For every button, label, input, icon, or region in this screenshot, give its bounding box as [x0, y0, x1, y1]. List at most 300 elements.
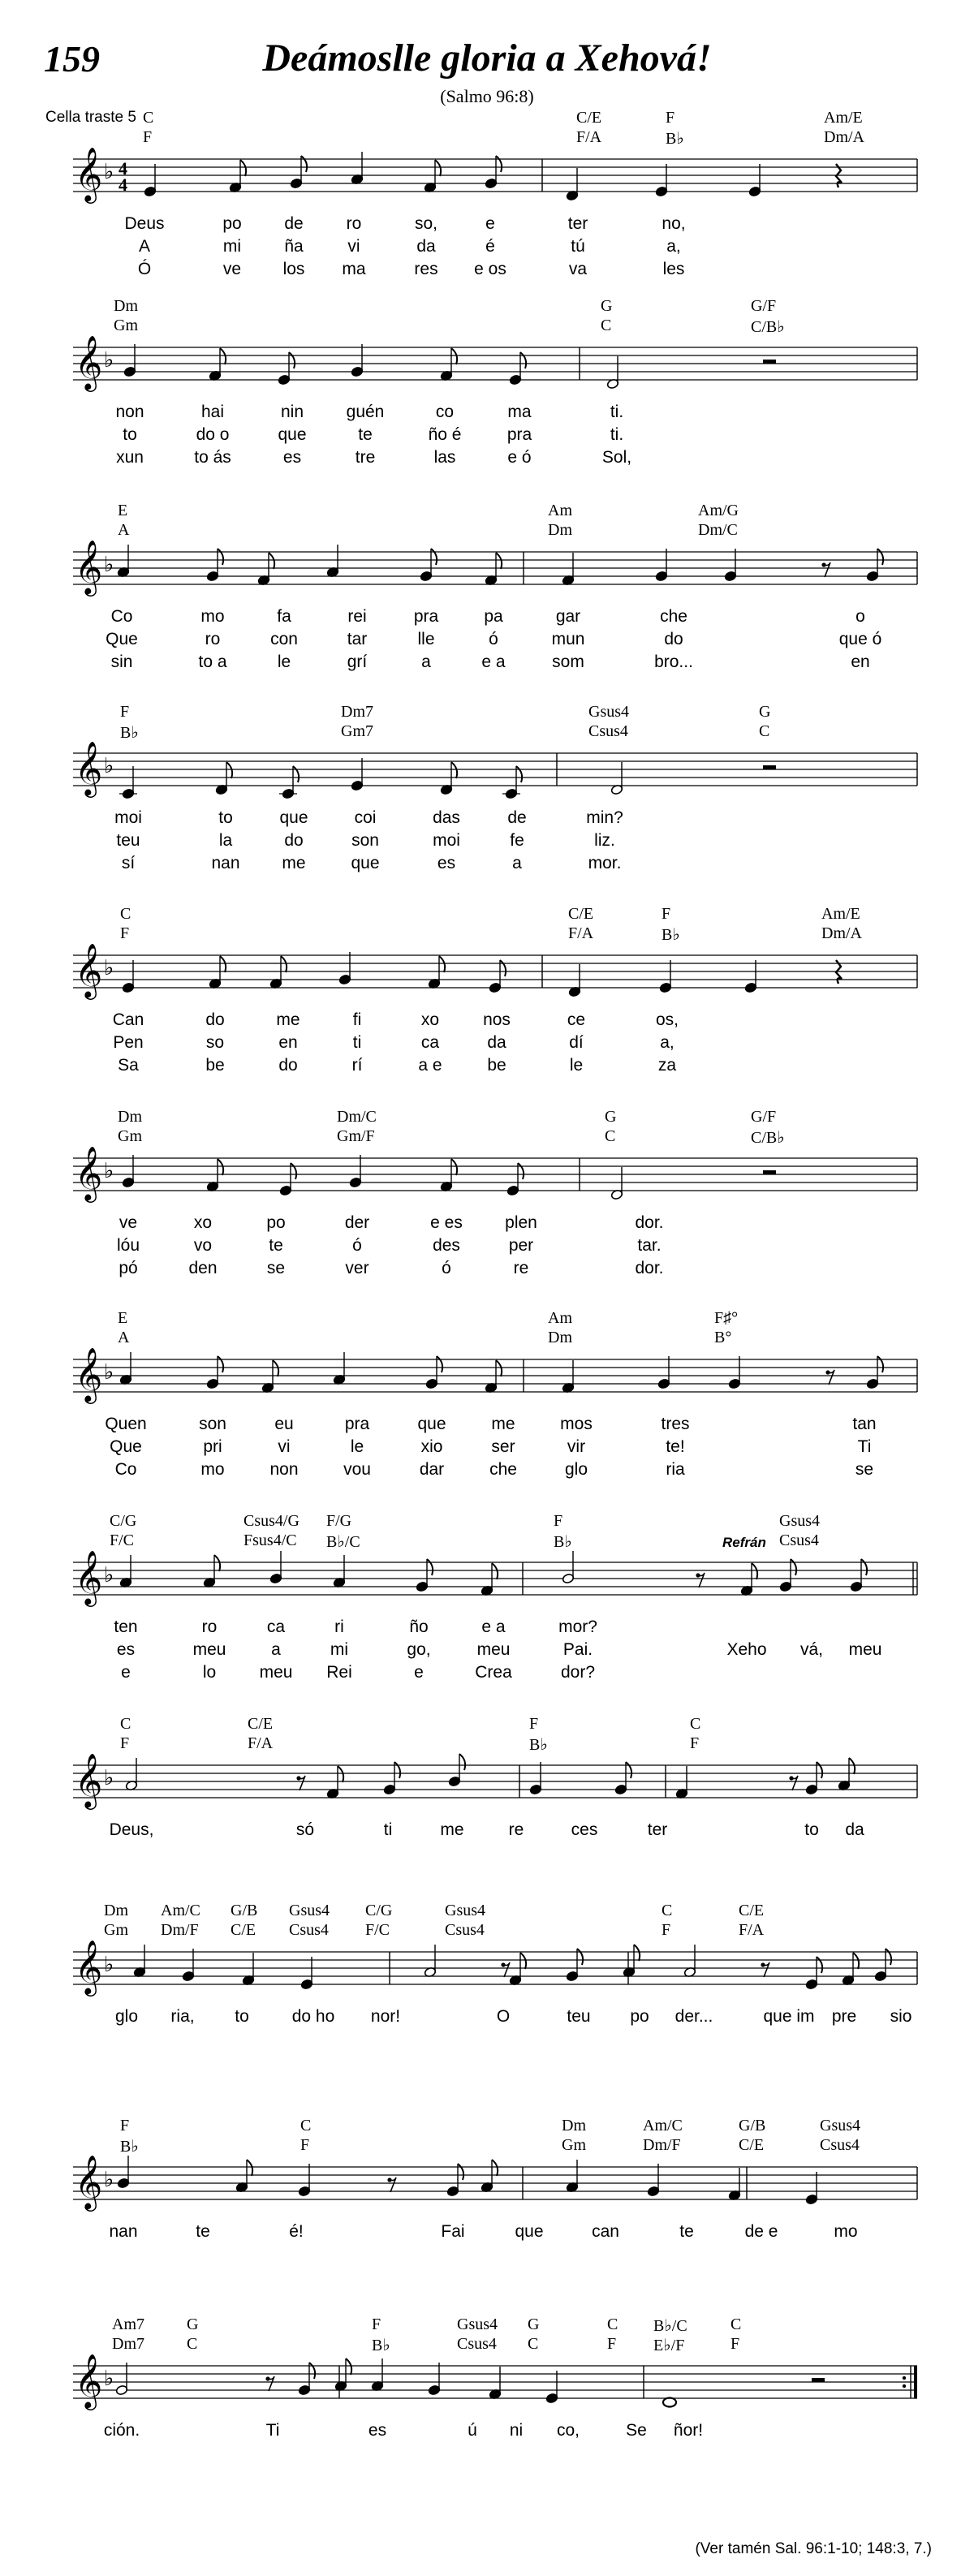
lyric-syllable: é — [485, 237, 495, 256]
lyric-syllable: mor? — [558, 1618, 597, 1636]
flat-key-signature-icon: ♭ — [104, 1563, 114, 1587]
chord-bottom: F — [690, 1734, 700, 1752]
chord-bottom: Csus4 — [779, 1531, 819, 1549]
lyric-syllable: re — [508, 1820, 524, 1839]
lyric-syllable: teu — [116, 831, 140, 850]
lyric-syllable: per — [508, 1236, 534, 1255]
lyric-syllable: mo — [200, 607, 225, 626]
lyric-syllable: re — [513, 1259, 529, 1277]
lyric-syllable: va — [568, 260, 588, 278]
lyric-syllable: to ás — [194, 448, 231, 467]
lyric-syllable: sin — [110, 653, 133, 671]
lyric-syllable: le — [350, 1437, 364, 1456]
lyric-syllable: meu — [848, 1640, 882, 1659]
eighth-flag — [309, 2363, 315, 2379]
chord-bottom: B♭/C — [326, 1533, 360, 1551]
eighth-flag — [431, 549, 437, 565]
lyric-syllable: vir — [567, 1437, 586, 1456]
chord-top: Am/C — [643, 2117, 683, 2134]
eighth-flag — [577, 1949, 583, 1965]
staff — [0, 1928, 974, 2025]
chord-top: Gsus4 — [289, 1902, 330, 1919]
chord-top: G — [528, 2315, 540, 2333]
chord-bottom: B♭ — [372, 2337, 390, 2354]
lyric-syllable: es — [437, 854, 456, 872]
lyric-syllable: to — [804, 1820, 819, 1839]
lyric-syllable: es — [368, 2421, 387, 2440]
lyric-syllable: dor? — [560, 1663, 596, 1682]
lyric-syllable: ma — [342, 260, 366, 278]
lyric-syllable: ni — [509, 2421, 524, 2440]
chord-top: G/F — [751, 297, 777, 315]
lyric-syllable: non — [269, 1460, 299, 1479]
chord-top: Gsus4 — [588, 703, 630, 721]
lyric-syllable: a — [421, 653, 431, 671]
lyric-syllable: te — [679, 2222, 694, 2241]
lyric-syllable: ro — [201, 1618, 218, 1636]
flat-key-signature-icon: ♭ — [104, 553, 114, 577]
lyric-syllable: xo — [420, 1010, 440, 1029]
chord-top: B♭/C — [653, 2317, 687, 2335]
treble-clef-icon: 𝄞 — [75, 1752, 103, 1807]
chord-top: C — [690, 1715, 701, 1733]
lyric-syllable: Xeho — [726, 1640, 767, 1659]
chord-bottom: B♭ — [666, 130, 684, 148]
chord-top: F/G — [326, 1512, 352, 1530]
eighth-flag — [817, 1957, 822, 1973]
lyric-syllable: me — [440, 1820, 464, 1839]
lyric-syllable: go, — [407, 1640, 431, 1659]
chord-bottom: Csus4 — [820, 2136, 860, 2154]
chord-bottom: F/C — [110, 1531, 135, 1549]
eighth-flag — [338, 1766, 343, 1782]
chord-bottom: C — [759, 722, 770, 740]
eighth-rest — [828, 1370, 834, 1385]
lyric-syllable: de e — [744, 2222, 778, 2241]
lyric-syllable: pra — [344, 1415, 370, 1433]
lyric-syllable: grí — [347, 653, 368, 671]
lyric-syllable: se — [266, 1259, 286, 1277]
eighth-flag — [269, 553, 274, 569]
lyric-syllable: ti. — [610, 403, 624, 421]
chord-bottom: B♭ — [120, 724, 139, 742]
lyric-syllable: co, — [556, 2421, 580, 2440]
lyric-syllable: no, — [662, 214, 686, 233]
chord-bottom: C/E — [739, 2136, 765, 2154]
lyric-syllable: que ó — [838, 630, 882, 648]
lyric-syllable: ces — [571, 1820, 598, 1839]
lyric-syllable: vo — [193, 1236, 213, 1255]
chord-top: C/E — [568, 905, 594, 923]
lyric-syllable: min? — [586, 808, 623, 827]
lyric-syllable: los — [282, 260, 305, 278]
eighth-flag — [458, 2164, 463, 2180]
half-rest — [763, 1170, 776, 1174]
flat-key-signature-icon: ♭ — [104, 1360, 114, 1385]
flat-key-signature-icon: ♭ — [104, 2168, 114, 2192]
chord-bottom: A — [118, 521, 130, 539]
lyric-syllable: que — [278, 425, 307, 444]
lyric-syllable: es — [282, 448, 302, 467]
lyric-syllable: O — [496, 2007, 511, 2026]
lyric-syllable: dí — [569, 1033, 584, 1052]
eighth-flag — [437, 1356, 442, 1372]
chord-top: G — [605, 1108, 617, 1126]
lyric-syllable: e — [121, 1663, 131, 1682]
lyric-syllable: que im — [763, 2007, 815, 2026]
lyric-syllable: tre — [355, 448, 376, 467]
eighth-flag — [214, 1555, 220, 1571]
lyric-syllable: nan — [211, 854, 240, 872]
lyric-syllable: do o — [196, 425, 230, 444]
chord-bottom: C — [605, 1127, 616, 1145]
lyric-syllable: tan — [852, 1415, 877, 1433]
chord-bottom: Dm/F — [161, 1921, 199, 1939]
lyric-syllable: Pen — [113, 1033, 144, 1052]
lyric-syllable: mun — [551, 630, 585, 648]
lyric-syllable: do ho — [291, 2007, 335, 2026]
lyric-syllable: fi — [352, 1010, 362, 1029]
lyric-syllable: ria, — [170, 2007, 195, 2026]
lyric-syllable: sí — [121, 854, 136, 872]
chord-bottom: E♭/F — [653, 2337, 685, 2354]
lyric-syllable: ter — [567, 214, 588, 233]
lyric-syllable: non — [115, 403, 144, 421]
chord-bottom: Gm — [562, 2136, 586, 2154]
eighth-flag — [886, 1949, 891, 1965]
lyric-syllable: ser — [491, 1437, 515, 1456]
lyric-syllable: pa — [484, 607, 503, 626]
lyric-syllable: só — [295, 1820, 315, 1839]
lyric-syllable: e os — [474, 260, 506, 278]
lyric-syllable: te — [358, 425, 373, 444]
chord-bottom: Dm — [548, 1329, 572, 1346]
lyric-syllable: nor! — [370, 2007, 401, 2026]
chord-bottom: Gm/F — [337, 1127, 375, 1145]
flat-key-signature-icon: ♭ — [104, 2367, 114, 2391]
chord-top: G/F — [751, 1108, 777, 1126]
eighth-rest — [503, 1962, 510, 1977]
eighth-flag — [492, 2160, 498, 2176]
eighth-flag — [289, 352, 295, 368]
lyric-syllable: dar — [419, 1460, 445, 1479]
lyric-syllable: guén — [346, 403, 385, 421]
lyric-syllable: ó — [442, 1259, 451, 1277]
flat-key-signature-icon: ♭ — [104, 1953, 114, 1977]
lyric-syllable: so — [205, 1033, 225, 1052]
lyric-syllable: fa — [277, 607, 291, 626]
chord-top: G/B — [739, 2117, 766, 2134]
lyric-syllable: ter — [647, 1820, 668, 1839]
eighth-flag — [220, 956, 226, 972]
eighth-rest — [390, 2178, 396, 2192]
chord-bottom: Gm — [118, 1127, 142, 1145]
lyric-syllable: der — [344, 1213, 370, 1232]
eighth-flag — [520, 352, 526, 368]
lyric-syllable: be — [205, 1056, 225, 1075]
chord-bottom: B° — [714, 1329, 732, 1346]
song-number: 159 — [44, 38, 100, 80]
chord-top: Dm7 — [341, 703, 373, 721]
chord-bottom: Gm7 — [341, 722, 373, 740]
lyric-syllable: dor. — [635, 1259, 664, 1277]
lyric-syllable: vá, — [799, 1640, 824, 1659]
lyric-syllable: a, — [660, 1033, 674, 1052]
chord-bottom: Csus4 — [457, 2335, 497, 2353]
lyric-syllable: sio — [890, 2007, 912, 2026]
chord-top: G — [601, 297, 613, 315]
chord-top: Gsus4 — [445, 1902, 486, 1919]
chord-top: C — [120, 905, 131, 923]
lyric-syllable: ñor! — [673, 2421, 704, 2440]
lyric-syllable: den — [188, 1259, 218, 1277]
lyric-syllable: mor. — [588, 854, 622, 872]
treble-clef-icon: 𝄞 — [75, 942, 103, 997]
lyric-syllable: meu — [192, 1640, 226, 1659]
lyric-syllable: te — [196, 2222, 210, 2241]
eighth-flag — [218, 1356, 223, 1372]
lyric-syllable: fe — [510, 831, 524, 850]
lyric-syllable: que — [417, 1415, 446, 1433]
eighth-flag — [791, 1559, 796, 1575]
lyric-syllable: rei — [347, 607, 367, 626]
eighth-flag — [247, 2160, 252, 2176]
staff — [0, 729, 974, 826]
eighth-flag — [427, 1559, 433, 1575]
lyric-syllable: do — [664, 630, 683, 648]
chord-top: Am/G — [698, 502, 739, 519]
lyric-syllable: tar. — [637, 1236, 662, 1255]
chord-top: Dm/C — [337, 1108, 377, 1126]
lyric-syllable: en — [851, 653, 870, 671]
eighth-flag — [496, 553, 502, 569]
lyric-syllable: es — [116, 1640, 136, 1659]
lyric-syllable: Deus, — [109, 1820, 154, 1839]
lyric-syllable: za — [657, 1056, 677, 1075]
lyric-syllable: nos — [483, 1010, 511, 1029]
chord-bottom: F — [120, 924, 130, 942]
lyric-syllable: xo — [193, 1213, 213, 1232]
lyric-syllable: pó — [119, 1259, 138, 1277]
lyric-syllable: bro... — [654, 653, 693, 671]
lyric-syllable: pre — [831, 2007, 857, 2026]
lyric-syllable: ver — [345, 1259, 369, 1277]
treble-clef-icon: 𝄞 — [75, 740, 103, 795]
lyric-syllable: meu — [476, 1640, 511, 1659]
lyric-syllable: pra — [506, 425, 532, 444]
eighth-flag — [459, 1754, 465, 1770]
lyric-syllable: a — [271, 1640, 281, 1659]
lyric-syllable: que — [351, 854, 380, 872]
treble-clef-icon: 𝄞 — [75, 539, 103, 594]
eighth-flag — [394, 1762, 400, 1778]
lyric-syllable: Can — [112, 1010, 144, 1029]
chord-top: C — [662, 1902, 673, 1919]
lyric-syllable: te! — [666, 1437, 685, 1456]
lyric-syllable: ca — [420, 1033, 440, 1052]
chord-top: Am/C — [161, 1902, 200, 1919]
chord-top: G/B — [231, 1902, 258, 1919]
lyric-syllable: me — [276, 1010, 300, 1029]
lyric-syllable: Quen — [105, 1415, 147, 1433]
chord-top: C/E — [739, 1902, 765, 1919]
lyric-syllable: teu — [567, 2007, 591, 2026]
lyric-syllable: e — [485, 214, 495, 233]
chord-bottom: Gm — [114, 317, 138, 334]
eighth-flag — [346, 2358, 351, 2375]
lyric-syllable: hai — [200, 403, 225, 421]
treble-clef-icon: 𝄞 — [75, 1549, 103, 1605]
lyric-syllable: tres — [661, 1415, 690, 1433]
lyric-syllable: meu — [259, 1663, 293, 1682]
half-rest — [812, 2378, 825, 2382]
eighth-flag — [291, 1163, 296, 1179]
lyric-syllable: Sa — [118, 1056, 139, 1075]
lyric-syllable: tú — [571, 237, 585, 256]
chord-bottom: F — [120, 1734, 130, 1752]
staff — [0, 1134, 974, 1231]
lyric-syllable: ña — [284, 237, 304, 256]
lyric-syllable: ve — [222, 260, 242, 278]
eighth-flag — [218, 549, 223, 565]
lyric-syllable: des — [433, 1236, 460, 1255]
eighth-flag — [877, 1356, 883, 1372]
chord-top: F — [529, 1715, 539, 1733]
chord-top: C/G — [365, 1902, 393, 1919]
chord-bottom: F — [607, 2335, 617, 2353]
final-barline-thick — [914, 2366, 917, 2398]
lyric-syllable: se — [855, 1460, 874, 1479]
lyric-syllable: som — [552, 653, 584, 671]
eighth-flag — [301, 156, 307, 172]
lyric-syllable: Co — [114, 1460, 137, 1479]
lyric-syllable: pri — [203, 1437, 222, 1456]
lyric-syllable: ria — [666, 1460, 685, 1479]
flat-key-signature-icon: ♭ — [104, 956, 114, 980]
lyric-syllable: vi — [347, 237, 360, 256]
treble-clef-icon: 𝄞 — [75, 334, 103, 390]
chord-bottom: Gm — [104, 1921, 128, 1939]
chord-bottom: F — [662, 1921, 671, 1939]
lyric-syllable: xio — [420, 1437, 443, 1456]
lyric-syllable: mo — [834, 2222, 858, 2241]
eighth-flag — [439, 956, 445, 972]
chord-bottom: B♭ — [529, 1736, 548, 1754]
lyric-syllable: ño — [409, 1618, 429, 1636]
lyric-syllable: do — [205, 1010, 225, 1029]
chord-bottom: C/B♭ — [751, 1129, 785, 1147]
lyric-syllable: ú — [468, 2421, 477, 2440]
eighth-flag — [435, 160, 441, 176]
chord-bottom: C/B♭ — [751, 318, 785, 336]
lyric-syllable: mi — [330, 1640, 349, 1659]
chord-top: G — [759, 703, 771, 721]
lyric-syllable: vou — [343, 1460, 371, 1479]
lyric-syllable: Ti — [265, 2421, 280, 2440]
chord-bottom: F/C — [365, 1921, 390, 1939]
lyric-syllable: dor. — [635, 1213, 664, 1232]
chord-top: F — [120, 2117, 130, 2134]
lyric-syllable: ó — [489, 630, 498, 648]
chord-top: C/G — [110, 1512, 137, 1530]
lyric-syllable: las — [433, 448, 456, 467]
eighth-rest — [268, 2376, 274, 2391]
eighth-flag — [496, 1360, 502, 1376]
eighth-flag — [626, 1762, 631, 1778]
lyric-syllable: Se — [626, 2421, 647, 2440]
lyric-syllable: vi — [278, 1437, 291, 1456]
chord-top: E — [118, 502, 128, 519]
capo-indication: Cella traste 5 — [45, 109, 136, 126]
lyric-syllable: con — [270, 630, 298, 648]
chord-top: Am — [548, 1309, 572, 1327]
staff — [0, 2341, 974, 2439]
lyric-syllable: to — [235, 2007, 249, 2026]
chord-top: Am7 — [112, 2315, 144, 2333]
lyric-syllable: de — [507, 808, 527, 827]
lyric-syllable: ti — [352, 1033, 362, 1052]
chord-top: Dm — [114, 297, 138, 315]
chord-bottom: F — [300, 2136, 310, 2154]
lyric-syllable: ce — [567, 1010, 586, 1029]
lyric-syllable: Pai. — [562, 1640, 593, 1659]
lyric-syllable: ve — [119, 1213, 138, 1232]
lyric-syllable: xun — [116, 448, 144, 467]
lyric-syllable: glo — [114, 2007, 139, 2026]
chord-top: C/E — [248, 1715, 274, 1733]
lyric-syllable: rí — [351, 1056, 363, 1075]
eighth-flag — [220, 348, 226, 364]
lyric-syllable: Crea — [475, 1663, 512, 1682]
chord-top: F — [662, 905, 671, 923]
chord-top: Am/E — [821, 905, 860, 923]
eighth-flag — [492, 1563, 498, 1579]
lyric-syllable: to — [123, 425, 137, 444]
eighth-flag — [451, 348, 457, 364]
chord-top: F — [554, 1512, 563, 1530]
lyric-syllable: mo — [200, 1460, 225, 1479]
lyric-syllable: can — [592, 2222, 619, 2241]
lyric-syllable: ción. — [103, 2421, 140, 2440]
lyric-syllable: ten — [114, 1618, 138, 1636]
chord-top: Dm — [104, 1902, 128, 1919]
lyric-syllable: gar — [555, 607, 581, 626]
lyric-syllable: ri — [334, 1618, 344, 1636]
treble-clef-icon: 𝄞 — [75, 1939, 103, 1994]
chord-bottom: F/A — [576, 128, 602, 146]
chord-bottom: B♭ — [120, 2138, 139, 2156]
lyric-syllable: Co — [110, 607, 133, 626]
treble-clef-icon: 𝄞 — [75, 1145, 103, 1200]
lyric-syllable: to — [218, 808, 233, 827]
lyric-syllable: nin — [280, 403, 304, 421]
chord-bottom: Csus4 — [445, 1921, 485, 1939]
lyric-syllable: da — [487, 1033, 506, 1052]
time-signature: 4 — [119, 158, 127, 179]
staff — [0, 323, 974, 420]
lyric-syllable: tar — [347, 630, 368, 648]
flat-key-signature-icon: ♭ — [104, 160, 114, 184]
lyric-syllable: che — [660, 607, 687, 626]
lyric-syllable: po — [630, 2007, 649, 2026]
lyric-syllable: ti — [383, 1820, 393, 1839]
chord-top: Am — [548, 502, 572, 519]
eighth-rest — [763, 1962, 769, 1977]
time-signature: 4 — [119, 174, 127, 195]
lyric-syllable: en — [278, 1033, 298, 1052]
lyric-syllable: e es — [430, 1213, 463, 1232]
eighth-flag — [518, 1163, 524, 1179]
